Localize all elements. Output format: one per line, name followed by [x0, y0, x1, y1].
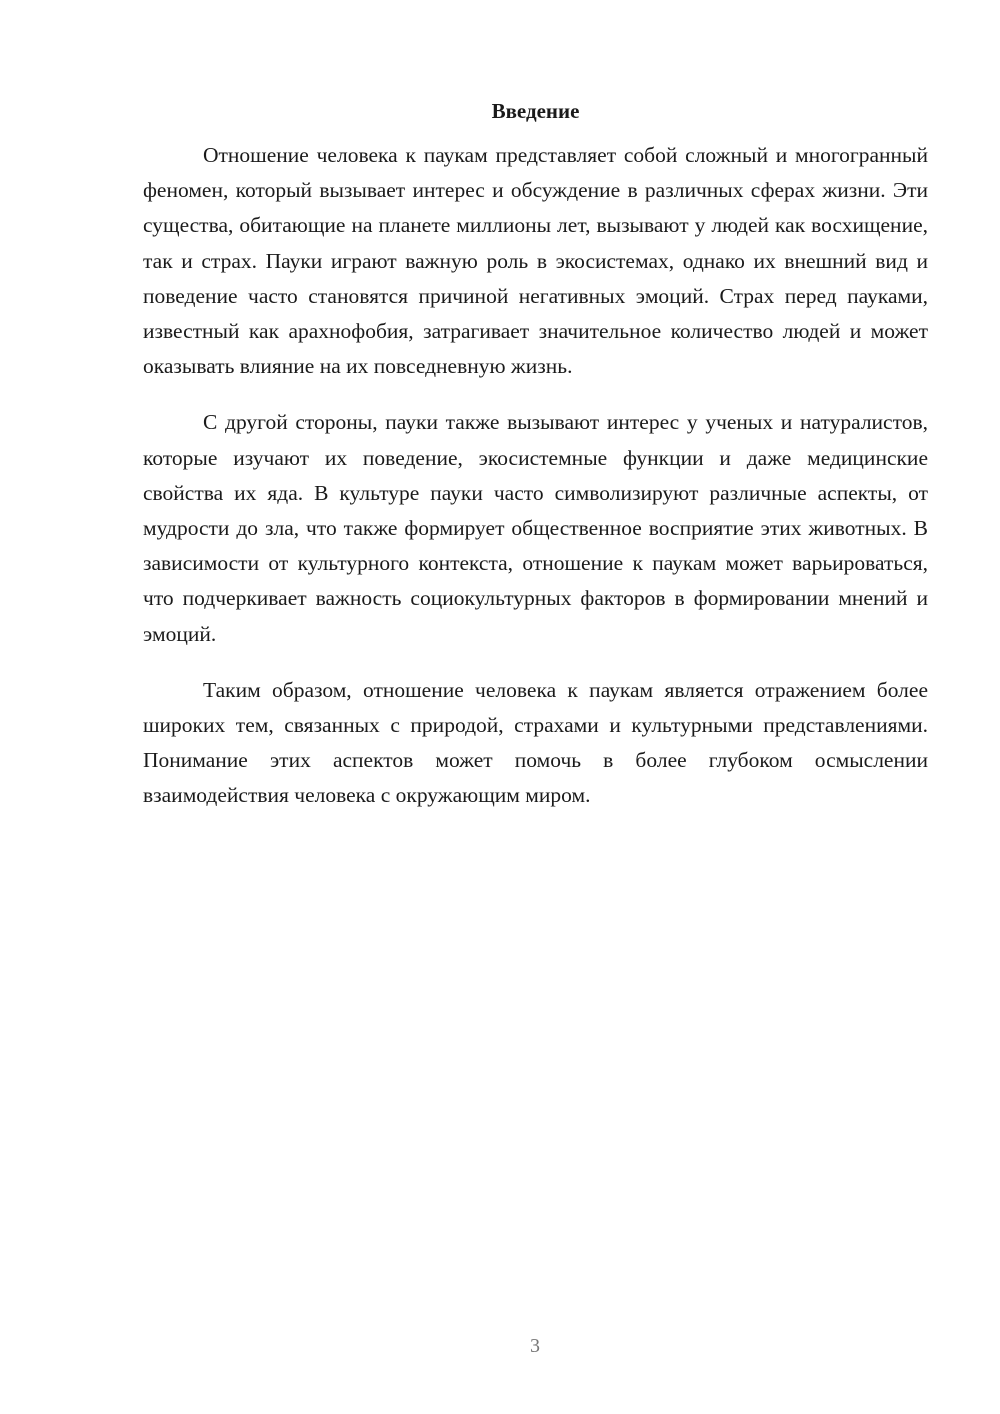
- page-number: 3: [530, 1335, 540, 1357]
- paragraph-3: Таким образом, отношение человека к паукам является отражением более широких тем, связанных с природой, страхами и культурными представлениями. Понимание этих аспектов может помочь в более глубоком осмыслении взаимодействия человека с окружающим миром.: [143, 677, 928, 808]
- section-title: Введение: [491, 99, 580, 123]
- paragraph-2: С другой стороны, пауки также вызывают интерес у ученых и натуралистов, которые изучают их поведение, экосистемные функции и даже медицинские свойства их яда. В культуре пауки часто символизируют различные аспекты, от мудрости до зла, что также формирует общественное восприятие этих животных. В зависимости от культурного контекста, отношение к паукам может варьироваться, что подчеркивает важность социокультурных факторов в формировании мнений и эмоций.: [143, 410, 928, 646]
- page-content: [143, 96, 928, 835]
- paragraph-1: Отношение человека к паукам представляет собой сложный и многогранный феномен, который вызывает интерес и обсуждение в различных сферах жизни. Эти существа, обитающие на планете миллионы лет, вызывают у людей как восхищение, так и страх. Пауки играют важную роль в экосистемах, однако их внешний вид и поведение часто становятся причиной негативных эмоций. Страх перед пауками, известный как арахнофобия, затрагивает значительное количество людей и может оказывать влияние на их повседневную жизнь.: [143, 143, 928, 379]
